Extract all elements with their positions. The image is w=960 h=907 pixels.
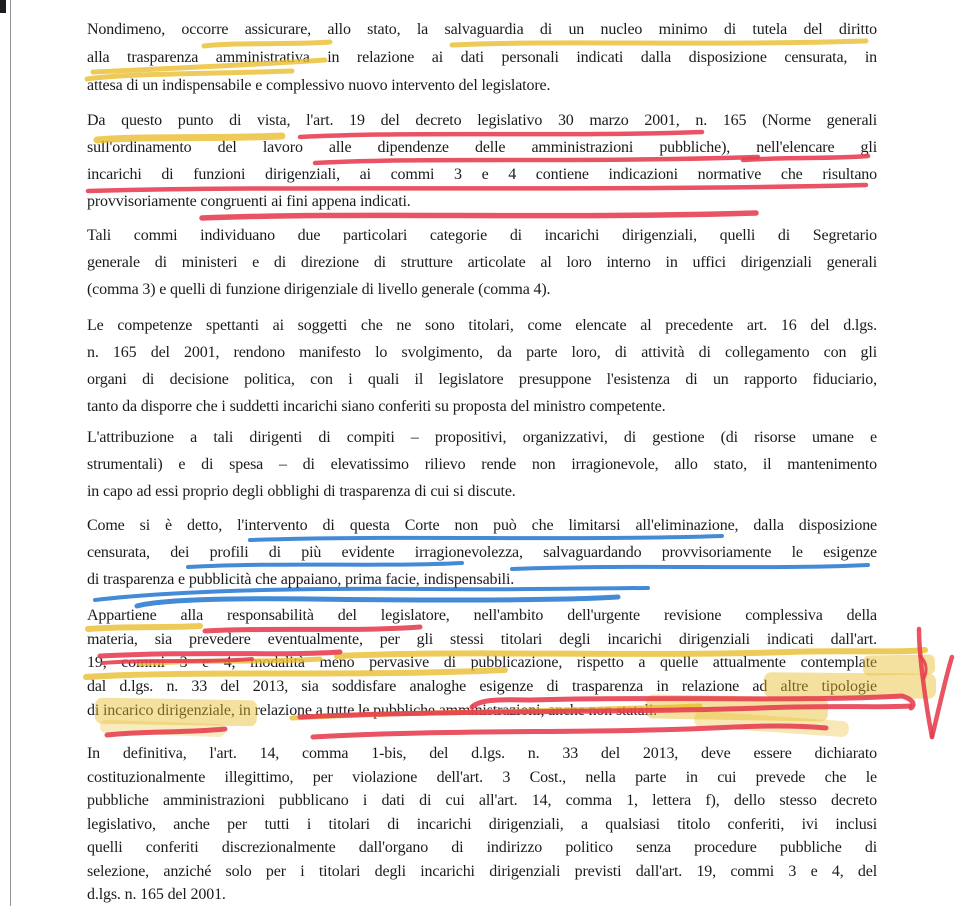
paragraph-7 (87, 604, 877, 723)
text-line: Tali commi individuano due particolari categorie di incarichi dirigenziali, quelli di Segretario (87, 227, 877, 244)
red-margin-mark (919, 629, 932, 737)
text-line: Le competenze spettanti ai soggetti che ne sono titolari, come elencate al precedente art. 16 del d.lgs. (87, 317, 877, 334)
red-underline (107, 729, 225, 735)
text-line: materia, sia prevedere eventualmente, per gli stessi titolari degli incarichi dirigenziali indicati dall'art. (87, 630, 877, 648)
text-line: L'attribuzione a tali dirigenti di compiti – propositivi, organizzativi, di gestione (di risorse umane e (87, 429, 877, 446)
scan-corner-mark (0, 0, 6, 13)
text-line: Nondimeno, occorre assicurare, allo stato, la salvaguardia di un nucleo minimo di tutela del diritto (87, 21, 877, 38)
text-line: provvisoriamente congruenti ai fini appena indicati. (87, 193, 411, 210)
paragraph-6 (87, 512, 877, 593)
text-line: quelli conferiti discrezionalmente dall'organo di indirizzo politico senza procedure pubbliche di (87, 839, 877, 856)
text-line: d.lgs. n. 165 del 2001. (87, 886, 226, 903)
text-line: Appartiene alla responsabilità del legislatore, nell'ambito dell'urgente revisione complessiva della (87, 607, 877, 624)
paragraph-5 (87, 424, 877, 505)
paragraph-4 (87, 312, 877, 420)
text-line: legislativo, anche per tutti i titolari di incarichi dirigenziali, a qualsiasi titolo conferiti, ivi inclusi (87, 815, 877, 833)
text-line: alla trasparenza amministrativa in relazione ai dati personali indicati dalla disposizione censurata, in (87, 49, 877, 66)
text-line: selezione, anziché solo per i titolari degli incarichi dirigenziali previsti dall'art. 19, commi 3 e 4, del (87, 862, 877, 880)
text-line: di trasparenza e pubblicità che appaiano, prima facie, indispensabili. (87, 571, 515, 588)
text-line: (comma 3) e quelli di funzione dirigenziale di livello generale (comma 4). (87, 281, 551, 298)
paragraph-3 (87, 222, 877, 303)
text-line: 19, commi 3 e 4, modalità meno pervasive di pubblicazione, rispetto a quelle attualmente contemplate (87, 654, 877, 672)
paragraph-2 (87, 107, 877, 215)
red-margin-mark (920, 656, 926, 678)
text-line: di incarico dirigenziale, in relazione a tutte le pubbliche amministrazioni, anche non statali. (87, 701, 657, 719)
text-line: attesa di un indispensabile e complessivo nuovo intervento del legislatore. (87, 77, 551, 94)
text-line: costituzionalmente illegittimo, per violazione dell'art. 3 Cost., nella parte in cui prevede che le (87, 768, 877, 786)
red-margin-mark (932, 657, 952, 737)
text-line: strumentali) e di spesa – di elevatissimo rilievo rende non irragionevole, allo stato, il mantenimento (87, 456, 877, 473)
red-underline (313, 726, 826, 737)
paragraph-1 (87, 16, 877, 100)
text-line: censurata, dei profili di più evidente irragionevolezza, salvaguardando provvisoriamente le esigenze (87, 544, 877, 561)
text-line: generale di ministeri e di direzione di strutture articolate al loro interno in uffici dirigenziali generali (87, 254, 877, 271)
text-line: sull'ordinamento del lavoro alle dipendenze delle amministrazioni pubbliche), nell'elencare gli (87, 139, 877, 156)
text-line: n. 165 del 2001, rendono manifesto lo svolgimento, da parte loro, di attività di collegamento con gli (87, 344, 877, 361)
text-line: Da questo punto di vista, l'art. 19 del decreto legislativo 30 marzo 2001, n. 165 (Norme generali (87, 112, 877, 129)
text-line: In definitiva, l'art. 14, comma 1-bis, del d.lgs. n. 33 del 2013, deve essere dichiarato (87, 745, 877, 762)
page-edge-line (10, 0, 11, 906)
paragraph-8 (87, 742, 877, 907)
text-line: in capo ad essi proprio degli obblighi di trasparenza di cui si discute. (87, 483, 516, 500)
text-line: Come si è detto, l'intervento di questa Corte non può che limitarsi all'eliminazione, dalla disposizione (87, 517, 877, 534)
text-line: pubbliche amministrazioni pubblicano i dati di cui all'art. 14, comma 1, lettera f), dello stesso decreto (87, 792, 877, 809)
text-line: tanto da disporre che i suddetti incarichi siano conferiti su proposta del ministro competente. (87, 398, 666, 415)
text-line: organi di decisione politica, con i quali il legislatore presuppone l'esistenza di un rapporto fiduciario, (87, 371, 877, 388)
text-line: incarichi di funzioni dirigenziali, ai commi 3 e 4 contiene indicazioni normative che risultano (87, 166, 877, 183)
text-line: dal d.lgs. n. 33 del 2013, sia soddisfare analoghe esigenze di trasparenza in relazione ad altre tipologie (87, 678, 877, 696)
